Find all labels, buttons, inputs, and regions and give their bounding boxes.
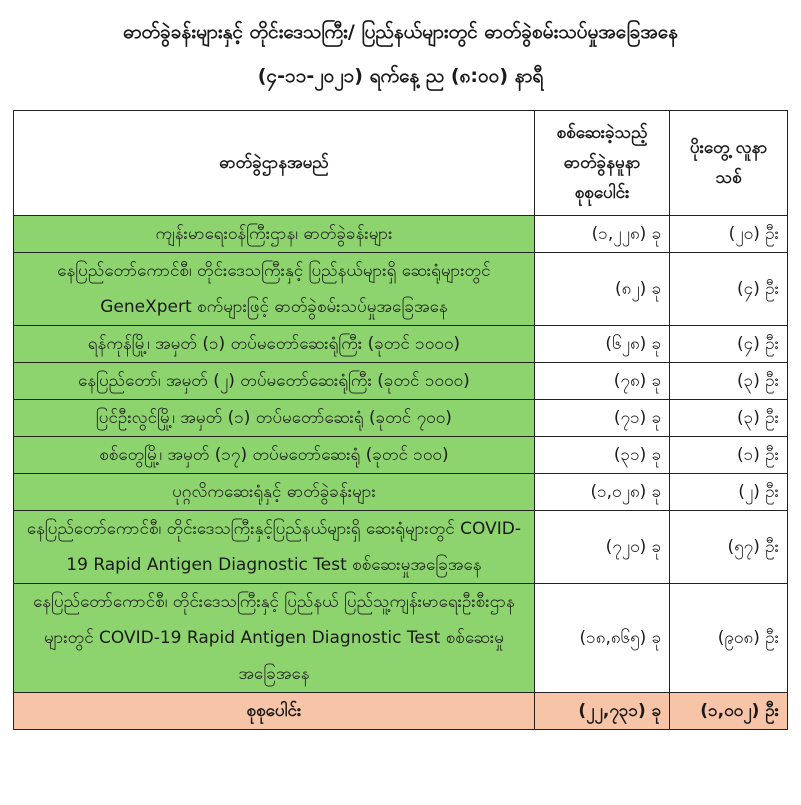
row-lab-name: စစ်တွေမြို့၊ အမှတ် (၁၇) တပ်မတော်ဆေးရုံ (ခုတင် ၁၀၀) <box>14 437 535 474</box>
row-tested: (၁,၀၂၈) ခု <box>534 474 669 511</box>
row-tested: (၇၈) ခု <box>534 363 669 400</box>
report-date: (၄-၁၁-၂၀၂၁) ရက်နေ့ ည (၈:၀၀) နာရီ <box>257 65 544 87</box>
row-positive: (၃) ဦး <box>670 363 788 400</box>
table-row <box>14 216 788 253</box>
table-row <box>14 584 788 693</box>
row-positive: (၉၀၈) ဦး <box>670 584 788 693</box>
row-lab-name: ရန်ကုန်မြို့၊ အမှတ် (၁) တပ်မတော်ဆေးရုံကြီး (ခုတင် ၁၀၀၀) <box>14 326 535 363</box>
total-label: စုစုပေါင်း <box>14 693 535 730</box>
row-lab-name: ပြင်ဦးလွင်မြို့၊ အမှတ် (၁) တပ်မတော်ဆေးရုံ (ခုတင် ၇၀၀) <box>14 400 535 437</box>
row-positive: (၅၇) ဦး <box>670 511 788 584</box>
row-tested: (၇၁) ခု <box>534 400 669 437</box>
header-tested: စစ်ဆေးခဲ့သည့် ဓာတ်ခွဲနမူနာ စုစုပေါင်း <box>534 111 669 216</box>
row-lab-name: နေပြည်တော်ကောင်စီ၊ တိုင်းဒေသကြီးနှင့်ပြည်နယ်များရှိ ဆေးရုံများတွင် COVID-19 Rapid Antigen Diagnostic Test စစ်ဆေးမှုအခြေအနေ <box>14 511 535 584</box>
row-lab-name: နေပြည်တော်ကောင်စီ၊ တိုင်းဒေသကြီးနှင့် ပြည်နယ် ပြည်သူ့ကျန်းမာရေးဦးစီးဌာနများတွင် COVID-19 Rapid Antigen Diagnostic Test စစ်ဆေးမှုအခြေအနေ <box>14 584 535 693</box>
table-row <box>14 474 788 511</box>
row-tested: (၇၂၀) ခု <box>534 511 669 584</box>
table-header-row <box>14 111 788 216</box>
row-positive: (၃) ဦး <box>670 400 788 437</box>
report-title: ဓာတ်ခွဲခန်းများနှင့် တိုင်းဒေသကြီး/ ပြည်နယ်များတွင် ဓာတ်ခွဲစမ်းသပ်မှုအခြေအနေ <box>123 21 678 43</box>
row-tested: (၁,၂၂၈) ခု <box>534 216 669 253</box>
header-positive: ပိုးတွေ့ လူနာသစ် <box>670 111 788 216</box>
header-lab-name: ဓာတ်ခွဲဌာနအမည် <box>14 111 535 216</box>
row-tested: (၁၈,၈၆၅) ခု <box>534 584 669 693</box>
total-row <box>14 693 788 730</box>
table-row <box>14 326 788 363</box>
total-tested: (၂၂,၇၃၁) ခု <box>534 693 669 730</box>
row-tested: (၆၂၈) ခု <box>534 326 669 363</box>
lab-testing-table <box>13 110 788 730</box>
table-row <box>14 511 788 584</box>
row-tested: (၈၂) ခု <box>534 253 669 326</box>
row-positive: (၄) ဦး <box>670 253 788 326</box>
row-lab-name: နေပြည်တော်၊ အမှတ် (၂) တပ်မတော်ဆေးရုံကြီး (ခုတင် ၁၀၀၀) <box>14 363 535 400</box>
row-positive: (၂) ဦး <box>670 474 788 511</box>
row-positive: (၄) ဦး <box>670 326 788 363</box>
table-row <box>14 253 788 326</box>
table-row <box>14 437 788 474</box>
row-positive: (၁) ဦး <box>670 437 788 474</box>
table-row <box>14 363 788 400</box>
row-positive: (၂၀) ဦး <box>670 216 788 253</box>
row-lab-name: နေပြည်တော်ကောင်စီ၊ တိုင်းဒေသကြီးနှင့် ပြည်နယ်များရှိ ဆေးရုံများတွင် GeneXpert စက်များဖြင့် ဓာတ်ခွဲစမ်းသပ်မှုအခြေအနေ <box>14 253 535 326</box>
row-lab-name: ကျန်းမာရေးဝန်ကြီးဌာန၊ ဓာတ်ခွဲခန်းများ <box>14 216 535 253</box>
row-tested: (၃၁) ခု <box>534 437 669 474</box>
table-row <box>14 400 788 437</box>
total-positive: (၁,၀၀၂) ဦး <box>670 693 788 730</box>
row-lab-name: ပုဂ္ဂလိကဆေးရုံနှင့် ဓာတ်ခွဲခန်းများ <box>14 474 535 511</box>
